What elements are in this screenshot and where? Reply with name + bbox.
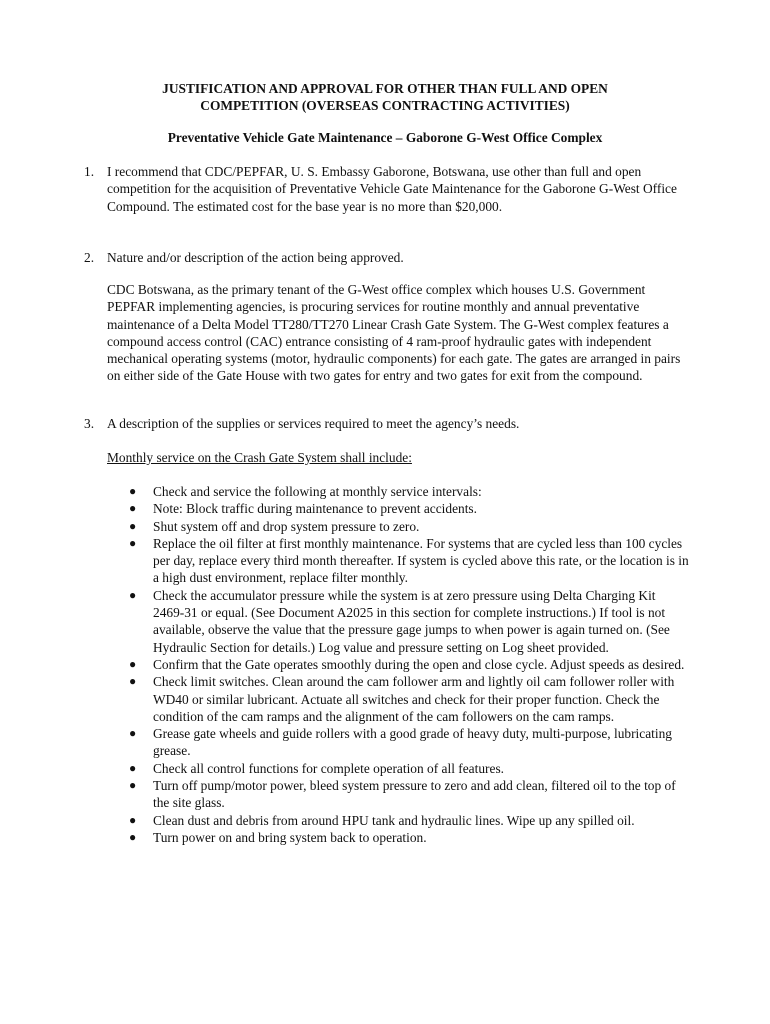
list-item: ● Check the accumulator pressure while the system is at zero pressure using Delta Charging Kit 2469-31 or equal. (See Document A2025 in this section for complete instructions.) If tool is not available, observe the value that the pressure gage jumps to when power is again turned on. (See Hydraulic Section for details.) Log value and pressure setting on Log sheet provided.	[129, 587, 670, 655]
monthly-service-heading: Monthly service on the Crash Gate System shall include:	[107, 450, 412, 465]
document-subtitle: Preventative Vehicle Gate Maintenance – Gaborone G-West Office Complex	[167, 130, 603, 145]
bullet-icon: ●	[129, 778, 137, 793]
list-item: ● Note: Block traffic during maintenance to prevent accidents.	[129, 501, 477, 517]
numbered-item-3	[84, 415, 690, 432]
list-item: ● Replace the oil filter at first monthly maintenance. For systems that are cycled less than 100 cycles per day, replace every third month thereafter. If system is cycled above this rate, or the location is in a high dust environment, replace filter monthly.	[129, 535, 689, 586]
bullet-icon: ●	[129, 518, 137, 533]
bullet-icon: ●	[129, 726, 137, 741]
bullet-icon: ●	[129, 484, 137, 498]
item-2-paragraph: CDC Botswana, as the primary tenant of the G-West office complex which houses U.S. Government PEPFAR implementing agencies, is procuring services for routine monthly and annual preventative maintenance of a Delta Model TT280/TT270 Linear Crash Gate System. The G-West complex features a compound access control (CAC) entrance consisting of 4 ram-proof hydraulic gates with independent mechanical operating systems (motor, hydraulic components) for each gate. The gates are arranged in pairs on either side of the Gate House with two gates for entry and two gates for exit from the compound.	[107, 282, 681, 384]
list-item: ● Turn off pump/motor power, bleed system pressure to zero and add clean, filtered oil to the top of the site glass.	[129, 778, 676, 811]
list-item: ● Shut system off and drop system pressure to zero.	[129, 518, 420, 534]
bullet-icon: ●	[129, 674, 137, 689]
bullet-icon: ●	[129, 535, 137, 550]
numbered-item-1	[84, 163, 690, 215]
list-item: ● Turn power on and bring system back to operation.	[129, 829, 427, 845]
numbered-item-2	[84, 249, 690, 266]
list-item: ● Grease gate wheels and guide rollers with a good grade of heavy duty, multi-purpose, lubricating grease.	[129, 726, 672, 759]
item-number: 2.	[84, 250, 95, 265]
list-item: ● Check and service the following at monthly service intervals:	[129, 484, 482, 499]
bullet-icon: ●	[129, 656, 137, 671]
bullet-icon: ●	[129, 829, 137, 844]
list-item: ● Clean dust and debris from around HPU tank and hydraulic lines. Wipe up any spilled oil.	[129, 812, 635, 828]
bullet-icon: ●	[129, 587, 137, 602]
bullet-icon: ●	[129, 760, 137, 775]
monthly-service-list	[107, 483, 690, 846]
item-text: Nature and/or description of the action being approved.	[107, 250, 404, 265]
bullet-icon: ●	[129, 812, 137, 827]
item-number: 3.	[84, 416, 95, 431]
bullet-icon: ●	[129, 501, 137, 516]
title-line-1: JUSTIFICATION AND APPROVAL FOR OTHER THAN FULL AND OPEN	[162, 81, 608, 96]
item-text: I recommend that CDC/PEPFAR, U. S. Embassy Gaborone, Botswana, use other than full and open competition for the acquisition of Preventative Vehicle Gate Maintenance for the Gaborone G-West Office Compound. The estimated cost for the base year is no more than $20,000.	[107, 164, 677, 214]
list-item: ● Confirm that the Gate operates smoothly during the open and close cycle. Adjust speeds as desired.	[129, 656, 685, 672]
list-item: ● Check all control functions for complete operation of all features.	[129, 760, 505, 776]
item-text: A description of the supplies or services required to meet the agency’s needs.	[107, 416, 520, 431]
title-line-2: COMPETITION (OVERSEAS CONTRACTING ACTIVITIES)	[200, 98, 570, 113]
list-item: ● Check limit switches. Clean around the cam follower arm and lightly oil cam follower roller with WD40 or similar lubricant. Actuate all switches and check for their proper function. Check the condition of the cam ramps and the alignment of the cam followers on the cam ramps.	[129, 674, 675, 724]
document-title	[80, 80, 690, 114]
item-number: 1.	[84, 164, 95, 179]
